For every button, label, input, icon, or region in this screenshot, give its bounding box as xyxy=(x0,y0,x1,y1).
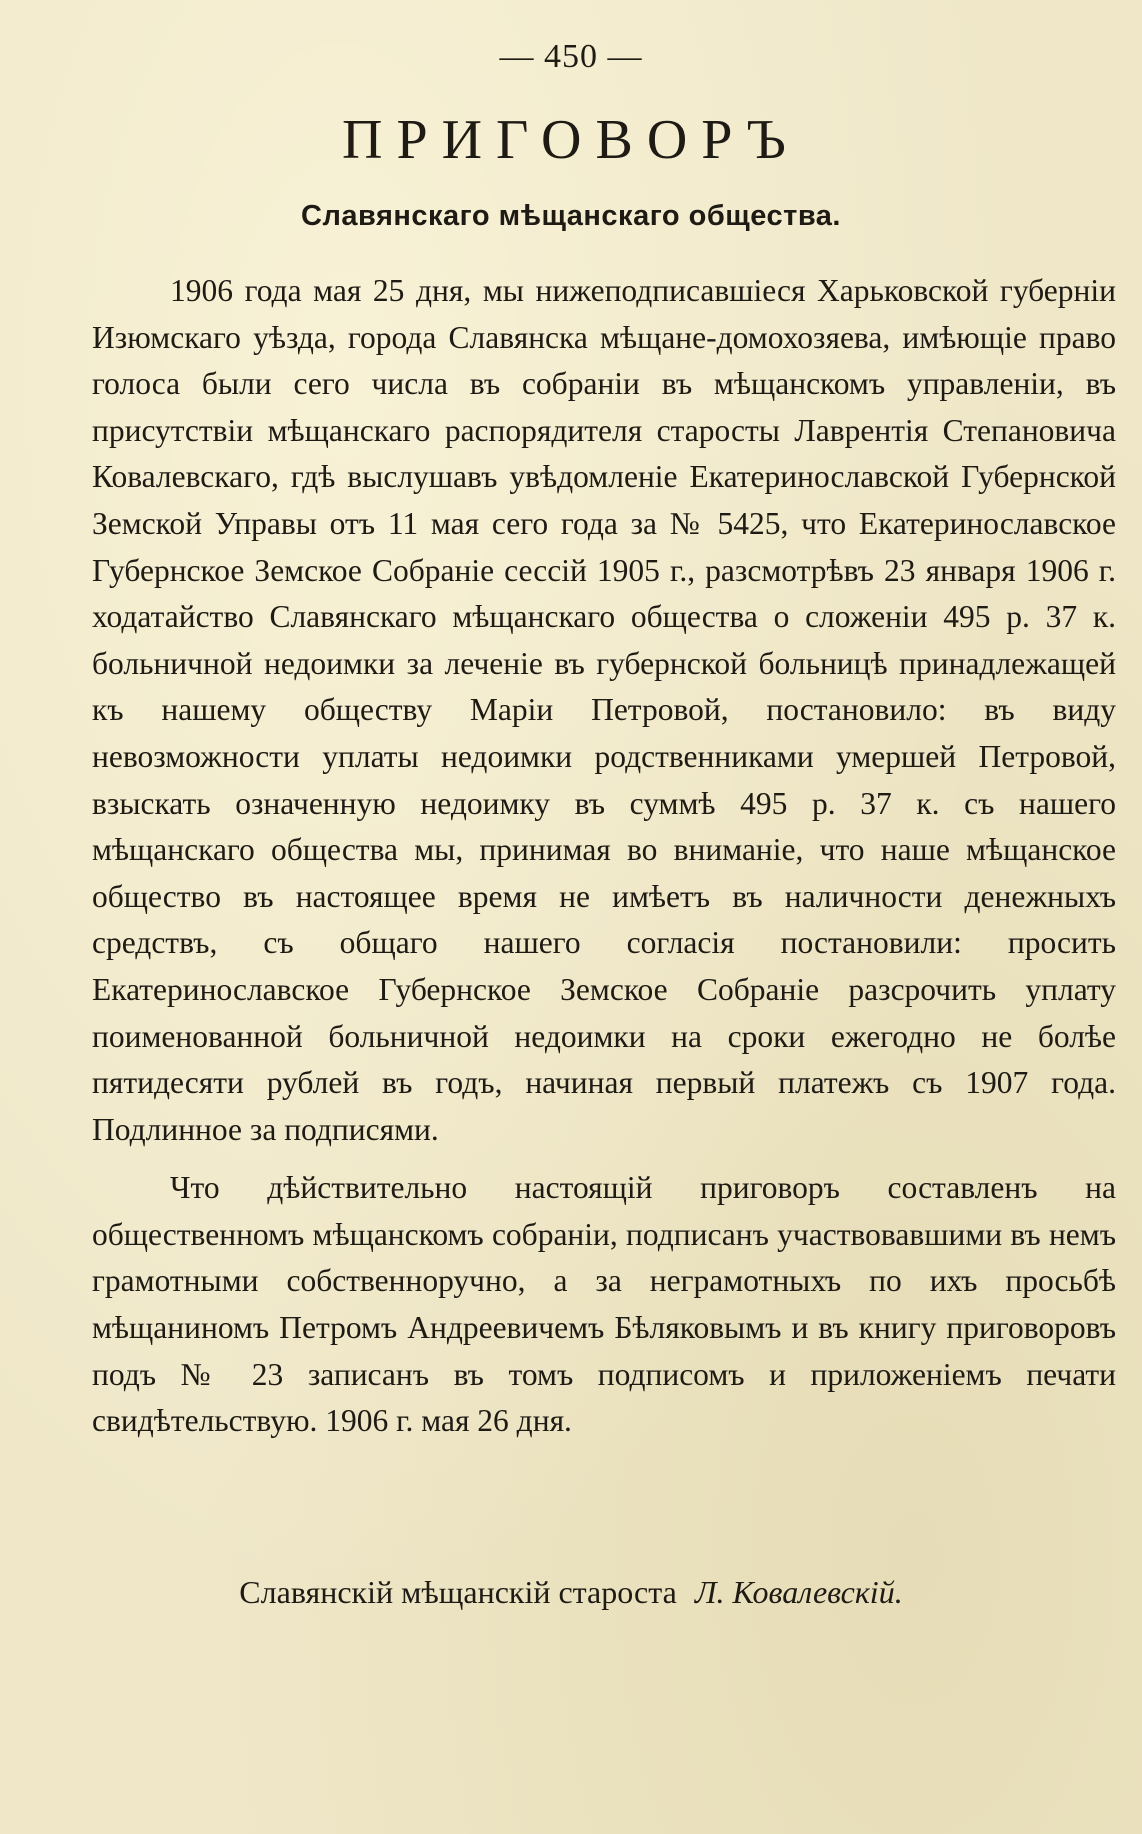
document-body xyxy=(92,268,1116,1445)
signature-name: Л. Ковалевскій. xyxy=(694,1574,903,1610)
body-paragraph-2: Что дѣйствительно настоящій приговоръ составленъ на общественномъ мѣщанскомъ собраніи, подписанъ участвовавшими въ немъ грамотными собственноручно, а за неграмотныхъ по ихъ просьбѣ мѣщаниномъ Петромъ Андреевичемъ Бѣляковымъ и въ книгу приговоровъ подъ № 23 записанъ въ томъ подписомъ и приложеніемъ печати свидѣтельствую. 1906 г. мая 26 дня. xyxy=(92,1170,1116,1439)
body-paragraph-1: 1906 года мая 25 дня, мы нижеподписавшіеся Харьковской губерніи Изюмскаго уѣзда, города Славянска мѣщане-домохозяева, имѣющіе право голоса были сего числа въ собраніи въ мѣщанскомъ управленіи, въ присутствіи мѣщанскаго распорядителя старосты Лаврентія Степановича Ковалевскаго, гдѣ выслушавъ увѣдомленіе Екатеринославской Губернской Земской Управы отъ 11 мая сего года за № 5425, что Екатеринославское Губернское Земское Собраніе сессій 1905 г., разсмотрѣвъ 23 января 1906 г. ходатайство Славянскаго мѣщанскаго общества о сложеніи 495 р. 37 к. больничной недоимки за леченіе въ губернской больницѣ принадлежащей къ нашему обществу Маріи Петровой, постановило: въ виду невозможности уплаты недоимки родственниками умершей Петровой, взыскать означенную недоимку въ суммѣ 495 р. 37 к. съ нашего мѣщанскаго общества мы, принимая во вниманіе, что наше мѣщанское общество въ настоящее время не имѣетъ въ наличности денежныхъ средствъ, съ общаго нашего согласія постановили: просить Екатеринославское Губернское Земское Собраніе разсрочить уплату поименованной больничной недоимки на сроки ежегодно не болѣе пятидесяти рублей въ годъ, начиная первый платежъ съ 1907 года. Подлинное за подписями. xyxy=(92,273,1116,1147)
signature-line xyxy=(0,1574,1142,1611)
document-title: ПРИГОВОРЪ xyxy=(342,109,800,171)
signature-position: Славянскій мѣщанскій староста xyxy=(239,1574,677,1610)
page-number: — 450 — xyxy=(499,38,643,75)
document-subtitle: Славянскаго мѣщанскаго общества. xyxy=(301,200,841,232)
